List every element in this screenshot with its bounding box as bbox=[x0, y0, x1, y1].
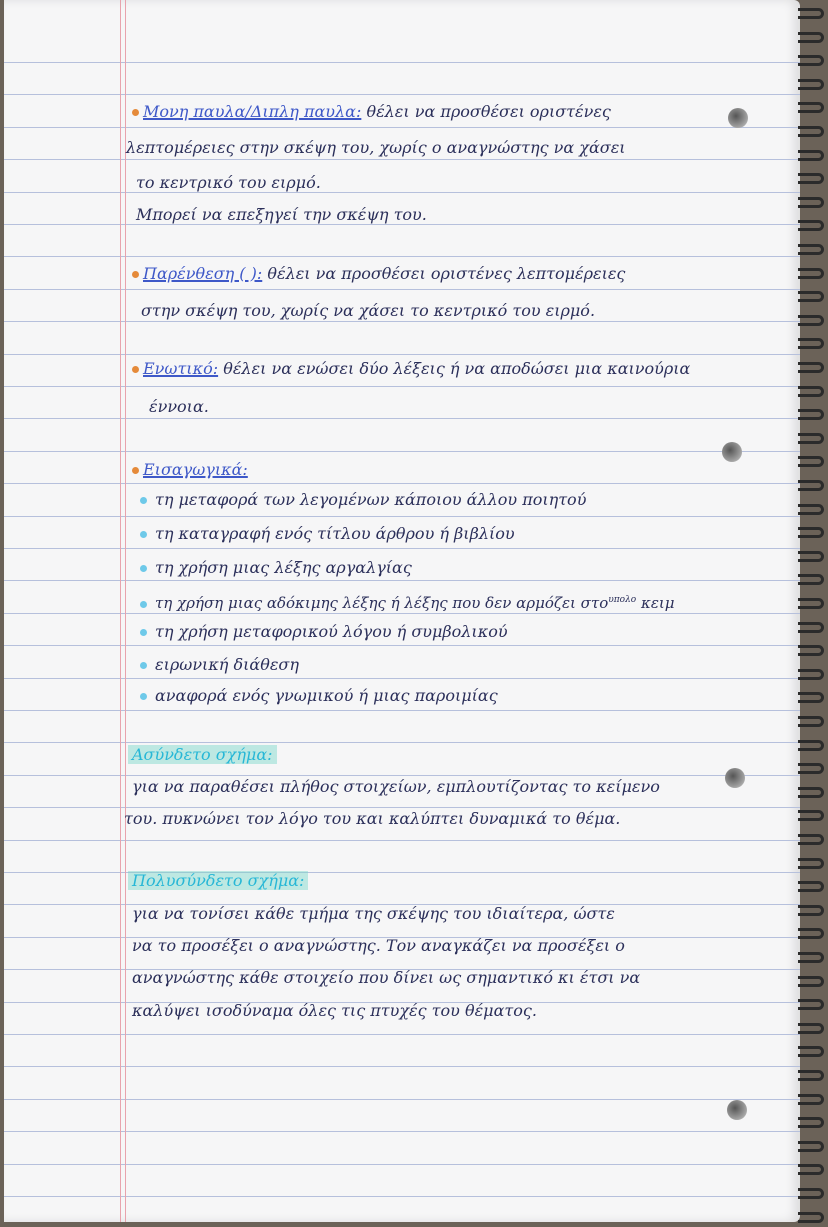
spiral-coil bbox=[798, 433, 824, 444]
spiral-coil bbox=[798, 1188, 824, 1199]
spiral-coil bbox=[798, 905, 824, 916]
heading-polysyndeto: Πολυσύνδετο σχήμα: bbox=[128, 871, 308, 890]
spiral-coil bbox=[798, 409, 824, 420]
margin-line bbox=[120, 0, 121, 1222]
spiral-coil bbox=[798, 858, 824, 869]
spiral-coil bbox=[798, 810, 824, 821]
spiral-coil bbox=[798, 1141, 824, 1152]
spiral-coil bbox=[798, 79, 824, 90]
spiral-coil bbox=[798, 740, 824, 751]
spiral-coil bbox=[798, 692, 824, 703]
ruled-line bbox=[4, 418, 800, 419]
note-line: αναγνώστης κάθε στοιχείο που δίνει ως σημαντικό κι έτσι να bbox=[132, 968, 641, 987]
superscript-note: υπολο bbox=[608, 595, 637, 605]
note-line bbox=[128, 866, 308, 896]
spiral-coil bbox=[798, 1164, 824, 1175]
heading-enotiko: Ενωτικό: bbox=[143, 359, 219, 378]
bullet-dot bbox=[132, 467, 139, 474]
punch-hole bbox=[722, 442, 742, 462]
bullet-dot bbox=[132, 271, 139, 278]
bullet-dot bbox=[140, 629, 147, 636]
note-text: θέλει να προσθέσει οριστένες bbox=[366, 102, 611, 121]
note-line: το κεντρικό του ειρμό. bbox=[136, 173, 321, 192]
spiral-coil bbox=[798, 1046, 824, 1057]
ruled-line bbox=[4, 872, 800, 873]
note-line bbox=[132, 259, 625, 289]
note-line: Μπορεί να επεξηγεί την σκέψη του. bbox=[136, 205, 427, 224]
ruled-line bbox=[4, 516, 800, 517]
spiral-coil bbox=[798, 928, 824, 939]
list-item: αναφορά ενός γνωμικού ή μιας παροιμίας bbox=[140, 681, 498, 711]
note-line: καλύψει ισοδύναμα όλες τις πτυχές του θέματος. bbox=[132, 1001, 537, 1020]
note-line bbox=[132, 455, 248, 485]
note-line: στην σκέψη του, χωρίς να χάσει το κεντρικό του ειρμό. bbox=[141, 301, 596, 320]
notebook-page bbox=[4, 0, 800, 1222]
note-line bbox=[132, 354, 690, 384]
spiral-coil bbox=[798, 1023, 824, 1034]
note-line: για να τονίσει κάθε τμήμα της σκέψης του ιδιαίτερα, ώστε bbox=[132, 904, 615, 923]
spiral-coil bbox=[798, 952, 824, 963]
spiral-coil bbox=[798, 220, 824, 231]
heading-parenthesi: Παρένθεση ( ): bbox=[143, 264, 263, 283]
spiral-coil bbox=[798, 362, 824, 373]
bullet-dot bbox=[140, 565, 147, 572]
note-line: του. πυκνώνει τον λόγο του και καλύπτει δυναμικά το θέμα. bbox=[124, 809, 621, 828]
ruled-line bbox=[4, 1099, 800, 1100]
spiral-coil bbox=[798, 716, 824, 727]
bullet-dot bbox=[140, 531, 147, 538]
ruled-line bbox=[4, 1131, 800, 1132]
spiral-coil bbox=[798, 527, 824, 538]
note-line bbox=[128, 740, 277, 770]
ruled-line bbox=[4, 127, 800, 128]
ruled-line bbox=[4, 94, 800, 95]
ruled-line bbox=[4, 289, 800, 290]
spiral-coil bbox=[798, 1117, 824, 1128]
ruled-line bbox=[4, 386, 800, 387]
punch-hole bbox=[725, 768, 745, 788]
ruled-line bbox=[4, 256, 800, 257]
ruled-line bbox=[4, 1034, 800, 1035]
note-text: κειμ bbox=[640, 594, 675, 612]
spiral-coil bbox=[798, 1212, 824, 1223]
spiral-coil bbox=[798, 881, 824, 892]
list-item: ειρωνική διάθεση bbox=[140, 650, 299, 680]
spiral-coil bbox=[798, 126, 824, 137]
list-item: τη μεταφορά των λεγομένων κάποιου άλλου ποιητού bbox=[140, 485, 586, 515]
spiral-coil bbox=[798, 456, 824, 467]
bullet-dot bbox=[140, 662, 147, 669]
spiral-coil bbox=[798, 1070, 824, 1081]
punch-hole bbox=[727, 1100, 747, 1120]
spiral-coil bbox=[798, 999, 824, 1010]
spiral-coil bbox=[798, 244, 824, 255]
spiral-coil bbox=[798, 173, 824, 184]
spiral-coil bbox=[798, 551, 824, 562]
spiral-coil bbox=[798, 787, 824, 798]
spiral-coil bbox=[798, 150, 824, 161]
ruled-line bbox=[4, 1066, 800, 1067]
spiral-coil bbox=[798, 102, 824, 113]
spiral-coil bbox=[798, 32, 824, 43]
bullet-dot bbox=[140, 601, 147, 608]
spiral-coil bbox=[798, 8, 824, 19]
spiral-coil bbox=[798, 504, 824, 515]
list-item: τη χρήση μιας λέξης αργαλγίας bbox=[140, 553, 412, 583]
list-item: τη χρήση μεταφορικού λόγου ή συμβολικού bbox=[140, 617, 508, 647]
ruled-line bbox=[4, 742, 800, 743]
note-line bbox=[132, 97, 611, 127]
spiral-coil bbox=[798, 268, 824, 279]
spiral-coil bbox=[798, 669, 824, 680]
ruled-line bbox=[4, 1196, 800, 1197]
punch-hole bbox=[728, 108, 748, 128]
ruled-line bbox=[4, 62, 800, 63]
heading-monh-pavla: Μονη παυλα/Διπλη παυλα: bbox=[143, 102, 362, 121]
spiral-coil bbox=[798, 622, 824, 633]
note-line: για να παραθέσει πλήθος στοιχείων, εμπλουτίζοντας το κείμενο bbox=[132, 777, 660, 796]
spiral-coil bbox=[798, 763, 824, 774]
spiral-coil bbox=[798, 291, 824, 302]
spiral-coil bbox=[798, 574, 824, 585]
spiral-coil bbox=[798, 386, 824, 397]
ruled-line bbox=[4, 192, 800, 193]
spiral-coil bbox=[798, 197, 824, 208]
heading-asyndeto: Ασύνδετο σχήμα: bbox=[128, 745, 277, 764]
spiral-coil bbox=[798, 598, 824, 609]
bullet-dot bbox=[132, 109, 139, 116]
spiral-coil bbox=[798, 645, 824, 656]
ruled-line bbox=[4, 840, 800, 841]
note-line: έννοια. bbox=[149, 397, 209, 416]
heading-eisagogika: Εισαγωγικά: bbox=[143, 460, 248, 479]
note-line: να το προσέξει ο αναγνώστης. Τον αναγκάζει να προσέξει ο bbox=[132, 936, 625, 955]
ruled-line bbox=[4, 678, 800, 679]
spiral-coil bbox=[798, 480, 824, 491]
spiral-coil bbox=[798, 55, 824, 66]
ruled-line bbox=[4, 1164, 800, 1165]
spiral-coil bbox=[798, 338, 824, 349]
margin-line bbox=[125, 0, 126, 1222]
spiral-coil bbox=[798, 834, 824, 845]
ruled-line bbox=[4, 451, 800, 452]
note-line: λεπτομέρειες στην σκέψη του, χωρίς ο αναγνώστης να χάσει bbox=[126, 138, 626, 157]
spiral-coil bbox=[798, 976, 824, 987]
bullet-dot bbox=[132, 366, 139, 373]
bullet-dot bbox=[140, 693, 147, 700]
list-item: τη καταγραφή ενός τίτλου άρθρου ή βιβλίου bbox=[140, 519, 515, 549]
bullet-dot bbox=[140, 497, 147, 504]
list-item: τη χρήση μιας αδόκιμης λέξης ή λέξης που δεν αρμόζει στο$^{\upsilon\pi o\lambda o}$ κειμ bbox=[140, 585, 675, 615]
note-text: θέλει να προσθέσει οριστένες λεπτομέρειες bbox=[267, 264, 626, 283]
spiral-coil bbox=[798, 315, 824, 326]
note-text: θέλει να ενώσει δύο λέξεις ή να αποδώσει μια καινούρια bbox=[223, 359, 691, 378]
ruled-line bbox=[4, 483, 800, 484]
spiral-coil bbox=[798, 1094, 824, 1105]
